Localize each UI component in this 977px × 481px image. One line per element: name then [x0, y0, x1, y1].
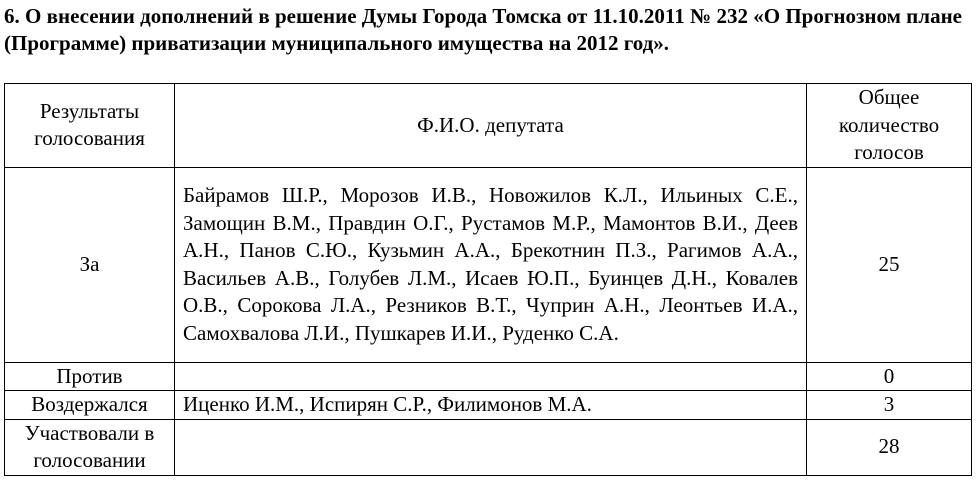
deputies-cell: Байрамов Ш.Р., Морозов И.В., Новожилов К.Л., Ильиных С.Е., Замощин В.М., Правдин О.Г., Рустамов М.Р., Мамонтов В.И., Деев А.Н., Панов С.Ю., Кузьмин А.А., Брекотнин П.З., Рагимов А.А., Васильев А.В., Голубев Л.М., Исаев Ю.П., Буинцев Д.Н., Ковалев О.В., Сорокова Л.А., Резников В.Т., Чуприн А.Н., Леонтьев И.А., Самохвалова Л.И., Пушкарев И.И., Руденко С.А. [175, 167, 807, 362]
deputies-cell: Иценко И.М., Испирян С.Р., Филимонов М.А. [175, 391, 807, 420]
table-row-abstained [5, 391, 972, 420]
header-total: Общее количество голосов [807, 84, 972, 168]
table-header-row [5, 84, 972, 168]
voting-results-table [4, 83, 972, 476]
total-cell: 25 [807, 167, 972, 362]
document-heading: 6. О внесении дополнений в решение Думы Города Томска от 11.10.2011 № 232 «О Прогнозном плане (Программе) приватизации муниципального имущества на 2012 год». [4, 4, 962, 55]
header-results: Результаты голосования [5, 84, 175, 168]
result-cell: Против [5, 362, 175, 391]
table-row-against [5, 362, 972, 391]
result-cell: Воздержался [5, 391, 175, 420]
total-cell: 0 [807, 362, 972, 391]
deputies-cell [175, 419, 807, 475]
table-row-participated [5, 419, 972, 475]
result-cell: За [5, 167, 175, 362]
total-cell: 28 [807, 419, 972, 475]
table-row-for [5, 167, 972, 362]
deputies-cell [175, 362, 807, 391]
result-cell: Участвовали в голосовании [5, 419, 175, 475]
total-cell: 3 [807, 391, 972, 420]
header-deputies: Ф.И.О. депутата [175, 84, 807, 168]
